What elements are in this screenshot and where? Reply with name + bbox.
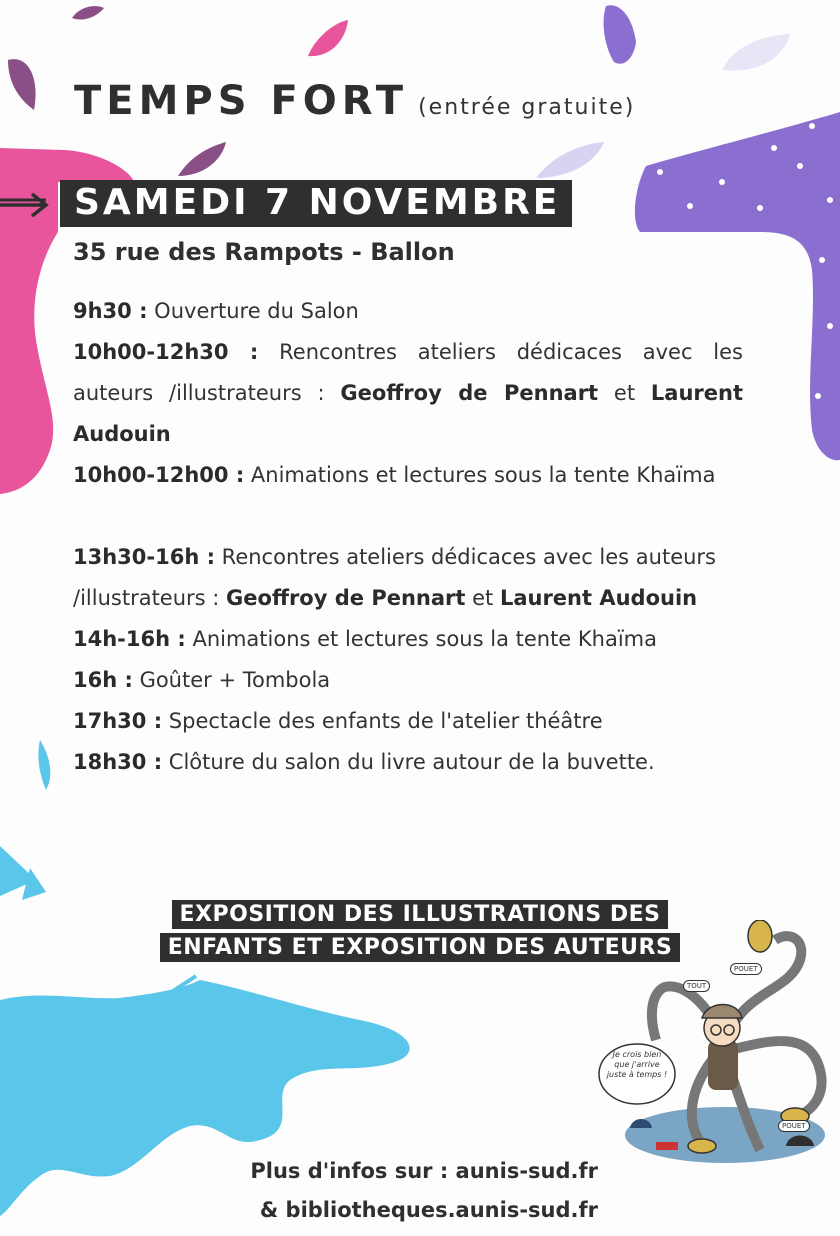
- author-name: Geoffroy de Pennart: [340, 381, 599, 405]
- main-title: [74, 78, 635, 124]
- schedule-time: 17h30 :: [73, 709, 163, 733]
- schedule-item: [73, 537, 743, 619]
- schedule-text: Animations et lectures sous la tente Khaïma: [244, 463, 716, 487]
- schedule-time: 10h00-12h30 :: [73, 340, 259, 364]
- schedule-text: Animations et lectures sous la tente Khaïma: [185, 627, 658, 651]
- event-date: SAMEDI 7 NOVEMBRE: [60, 180, 572, 227]
- schedule-text: Goûter + Tombola: [132, 668, 331, 692]
- title-subtitle: (entrée gratuite): [418, 95, 636, 120]
- schedule-time: 18h30 :: [73, 750, 163, 774]
- petal-shape: [178, 142, 226, 176]
- schedule-time: 13h30-16h :: [73, 545, 215, 569]
- schedule-item: [73, 660, 743, 701]
- exposition-line: ENFANTS ET EXPOSITION DES AUTEURS: [160, 933, 681, 962]
- petal-shape: [722, 34, 790, 71]
- schedule-item: [73, 742, 743, 783]
- sfx-label: TOUT: [683, 980, 710, 992]
- petal-shape: [536, 142, 604, 178]
- schedule-time: 16h :: [73, 668, 133, 692]
- schedule-text: Rencontres ateliers dédicaces avec les auteurs /illustrateurs :: [73, 545, 716, 610]
- title-text: TEMPS FORT: [74, 78, 409, 124]
- exposition-line: EXPOSITION DES ILLUSTRATIONS DES: [172, 900, 669, 929]
- schedule-time: 10h00-12h00 :: [73, 463, 245, 487]
- schedule-list: [73, 291, 743, 783]
- petal-shape: [604, 5, 636, 64]
- schedule-item: [73, 455, 743, 496]
- sfx-label: POUET: [778, 1120, 810, 1132]
- schedule-item: [73, 619, 743, 660]
- schedule-text: et: [598, 381, 651, 405]
- petal-shape: [72, 6, 104, 19]
- footer-info: [250, 1152, 598, 1230]
- arrow-right-icon: [0, 190, 50, 220]
- author-name: Laurent Audouin: [73, 381, 743, 446]
- petal-shape: [8, 59, 36, 110]
- schedule-text: Spectacle des enfants de l'atelier théâtre: [162, 709, 603, 733]
- schedule-item: [73, 291, 743, 332]
- schedule-text: Rencontres ateliers dédicaces avec les auteurs /illustrateurs :: [73, 340, 743, 405]
- author-name: Geoffroy de Pennart: [226, 586, 466, 610]
- info-link: & bibliotheques.aunis-sud.fr: [259, 1198, 598, 1222]
- cyan-petal: [38, 740, 50, 790]
- schedule-text: Ouverture du Salon: [147, 299, 359, 323]
- sfx-label: POUET: [730, 963, 762, 975]
- speech-bubble-text: Je crois bien que j'arrive juste à temps !: [606, 1050, 668, 1079]
- petal-shape: [308, 20, 348, 56]
- schedule-item: [73, 701, 743, 742]
- schedule-time: 14h-16h :: [73, 627, 186, 651]
- author-name: Laurent Audouin: [499, 586, 698, 610]
- schedule-time: 9h30 :: [73, 299, 148, 323]
- event-address: 35 rue des Rampots - Ballon: [73, 238, 455, 266]
- info-line: Plus d'infos sur : aunis-sud.fr: [250, 1159, 598, 1183]
- schedule-text: Clôture du salon du livre autour de la buvette.: [162, 750, 655, 774]
- schedule-text: et: [465, 586, 500, 610]
- schedule-item: [73, 332, 743, 455]
